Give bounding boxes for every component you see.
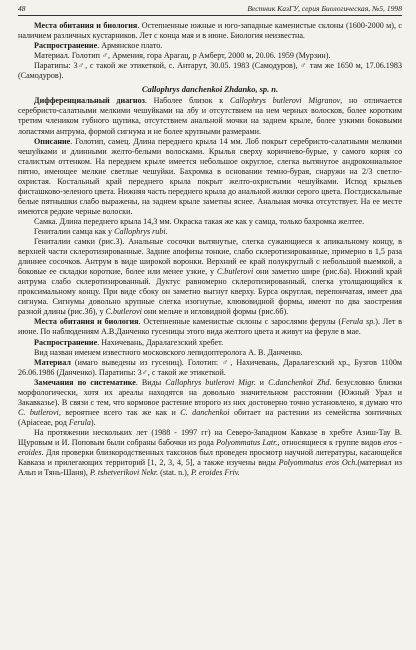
polyommatus-text-2: , относящиеся к группе видов <box>277 437 384 447</box>
systematics-species-4: C. danchenkoi <box>180 407 230 417</box>
paragraph-distribution-1 <box>18 41 402 51</box>
species-name: Callophrys danchenkoi <box>141 85 223 95</box>
distribution-label: Распространение <box>34 41 98 51</box>
female-genitalia-text-3: они мельче и игловидной формы (рис.6б). <box>141 307 289 317</box>
male-genitalia-end: . <box>165 226 168 236</box>
polyommatus-eros: Polyommatus eros Och. <box>278 458 358 468</box>
systematics-text-3: безусловно близки морфологически, хотя их ареалы находятся на довольно значительном расстоянии (Южный Урал и Закавказье). В связи с тем, что кормовое растение второго из них достоверно точно установлено, я думаю что <box>18 377 403 407</box>
systematics-text-2: и <box>255 377 269 387</box>
description-text: . Голотип, самец. Длина переднего крыла 14 мм. Лоб покрыт серебристо-салатными мелкими чешуйками и длинными желто-белыми волосками. Крылья сверху коричнево-бурые, у самого корня со сталистым оттенком. На переднем крыле имеется небольшое округлое, слегка вытянутое андрокониальное пятно, имеющее мелкие светлые чешуйки. Бахромка в основании темно-бурая, снаружи на 2/3 светло-охристая. Костальный край переднего крыла покрыт желто-охристыми чешуйками. Испод крыльев фисташково-зеленого цвета. Нижняя часть переднего крыла до анальной жилки серого цвета. Постдискальные белые пятнышки слабо выражены, на заднем крыле заметны яснее. Анальная мочка отсутствует. На ее месте имеются редкие черные волоски. <box>18 136 402 216</box>
polyommatus-text-5: (stat. n.), <box>158 468 191 478</box>
paragraph-female-genitalia <box>18 237 402 317</box>
description-label: Описание <box>34 136 71 146</box>
diagnosis-text-1: . Наболее близок к <box>144 96 230 106</box>
systematics-genus-ferula: Ferula <box>68 417 91 427</box>
diagnosis-label: Дифференциальный диагноз <box>34 96 145 106</box>
paragraph-polyommatus <box>18 428 402 478</box>
paragraph-material-2 <box>18 358 402 378</box>
female-genitalia-text-2: они заметно шире (рис.6а). Нижний край антрума слабо склеротизированный. Дуктус равномерно склеротизированный, слегка утолщающийся к проксимальному концу. При виде сбоку он заметно выгнут кверху. Бурса округлая, перепончатая, имеет два сигнума. Сигнумы довольно крупные слегка изогнутые, клювовидной формы, имеют по два заострения разной длины (рис.3б), у <box>18 267 403 317</box>
paragraph-etymology <box>18 348 402 358</box>
page-number: 48 <box>18 4 26 13</box>
polyommatus-text-3: . Для проверки близкородственных таксонов был проведен просмотр научной литературы, касающейся Кавказа и прилегающих территорий [1, 2, 3, 4, 5], а также изучены виды <box>18 448 402 468</box>
paragraph-distribution-2 <box>18 338 402 348</box>
polyommatus-tshetverikovi: P. tshetverikovi Nekr. <box>89 468 159 478</box>
systematics-species-3: C. butlerovi <box>18 407 59 417</box>
systematics-species-2: C.danchenkoi Zhd. <box>268 377 332 387</box>
systematics-label: Замечания по систематике <box>34 377 136 387</box>
polyommatus-text-4: (материал из Альп и Тянь-Шаня), <box>18 458 402 478</box>
systematics-text-1: . Виды <box>135 377 166 387</box>
female-text: Самка. Длина переднего крыла 14,3 мм. Окраска такая же как у самца, только бахромка желтее. <box>34 216 365 226</box>
paragraph-female <box>18 217 402 227</box>
etymology-text: Вид назван именем известного московского лепидоптеролога А. В. Данченко. <box>34 347 303 357</box>
material-label: Материал <box>34 51 68 61</box>
polyommatus-group: eros - eroides <box>18 437 402 458</box>
diagnosis-text-2: , но отличается серебристо-салатными мелкими чешуйками на лбу и отсутствием на нем черных волосков, более коротким третим члеником губного щупика, отсутствием анальной мочки на заднем крыле, более узкими боковыми лопастями антрума, формой сигнума и не более крупными размерами. <box>18 96 403 136</box>
systematics-text-4: , вероятнее всего так же как и <box>58 407 181 417</box>
habitat-label: Места обитания и биология <box>34 21 138 31</box>
paragraph-male-genitalia <box>18 227 402 237</box>
distribution-2-text: . Нахичевань, Даралагезский хребет. <box>97 337 224 347</box>
material-label-2: Материал <box>34 357 71 367</box>
diagnosis-compare-species: Callophrys butlerovi Migranov <box>229 96 341 106</box>
paragraph-habitat-2 <box>18 317 402 337</box>
paragraph-description <box>18 137 402 217</box>
male-genitalia-text: Гениталии самца как у <box>34 226 115 236</box>
polyommatus-genus: Polyommatus Latr. <box>216 437 278 447</box>
paragraph-material-1 <box>18 51 402 61</box>
material-text: . Голотип ♂, Армения, гора Арагац, р Амберт, 2000 м, 20.06. 1959 (Мурзин). <box>67 51 331 61</box>
paragraph-diagnosis <box>18 96 402 136</box>
species-author: Zhdanko, sp. n. <box>224 85 279 95</box>
habitat-2-plant: Ferula sp. <box>341 317 376 327</box>
paragraph-paratypes-1 <box>18 61 402 81</box>
female-genitalia-species-1: C.butlerovi <box>216 267 254 277</box>
systematics-species-1: Callophrys butlerovi Migr. <box>165 377 256 387</box>
distribution-text: . Армянское плато. <box>97 41 163 51</box>
systematics-text-6: ). <box>90 417 96 427</box>
habitat-2-text-1: . Остепненные каменистые склоны с зарослями ферулы ( <box>138 317 342 327</box>
polyommatus-text-1: На протяжении нескольких лет (1988 - 1997 гг) на Северо-Западном Кавказе в хребте Азиш-Тау В. Щуровым и И. Поповым были собраны бабочки из рода <box>18 427 402 447</box>
male-genitalia-species: Callophrys rubi <box>114 226 166 236</box>
page-header <box>18 4 402 16</box>
distribution-label-2: Распространение <box>34 337 98 347</box>
material-2-text: (имаго выведены из гусениц). Голотип: ♂, Нахичевань, Даралагезский хр., Бузгов 1100м 26.06.1986 (Данченко). Паратипы: 3♂, с такой же этикеткой. <box>18 357 402 377</box>
female-genitalia-text-1: Гениталии самки (рис.3). Анальные сосочки вытянутые, слегка сужающиеся к апикальному концу, в верхней части склеротизированные. Задние апофизы тонкие, слабо склеротизированные, примерно в 1,5 раза длиннее сосочков. Антрум в виде широкой воронки. Верхний ее край полукруглый с небольшой выемкой, а боковые ее складки короткие, более или менее узкие, у <box>18 237 402 277</box>
paragraph-systematics <box>18 378 402 428</box>
systematics-text-5: обитает на растении из семейства зонтичных (Apiaceae, род <box>18 407 402 427</box>
habitat-text: . Остепненные южные и юго-западные каменистые склоны (1600-2000 м), с наличием различных кустарников. Лет с конца мая и в июне. Биология неизвестна. <box>18 21 402 41</box>
habitat-2-text-2: ). Лет в июне. По наблюдениям А.В.Данченко гусеницы этого вида желтого цвета и живут на феруле в мае. <box>18 317 402 337</box>
journal-title: Вестник КазГУ, серия Биологическая, №5, 1998 <box>247 4 402 13</box>
habitat-label-2: Места обитания и биология <box>34 317 139 327</box>
paragraph-habitat-1 <box>18 21 402 41</box>
paratypes-text: Паратипы: 3♂, с такой же этикеткой, с. Антарут, 30.05. 1983 (Самодуров), ♂ там же 1650 м, 17.06.1983 (Самодуров). <box>18 61 402 81</box>
species-heading <box>18 85 402 95</box>
polyommatus-eroides: P. eroides Friv. <box>190 468 240 478</box>
female-genitalia-species-2: C.butlerovi <box>105 307 142 317</box>
